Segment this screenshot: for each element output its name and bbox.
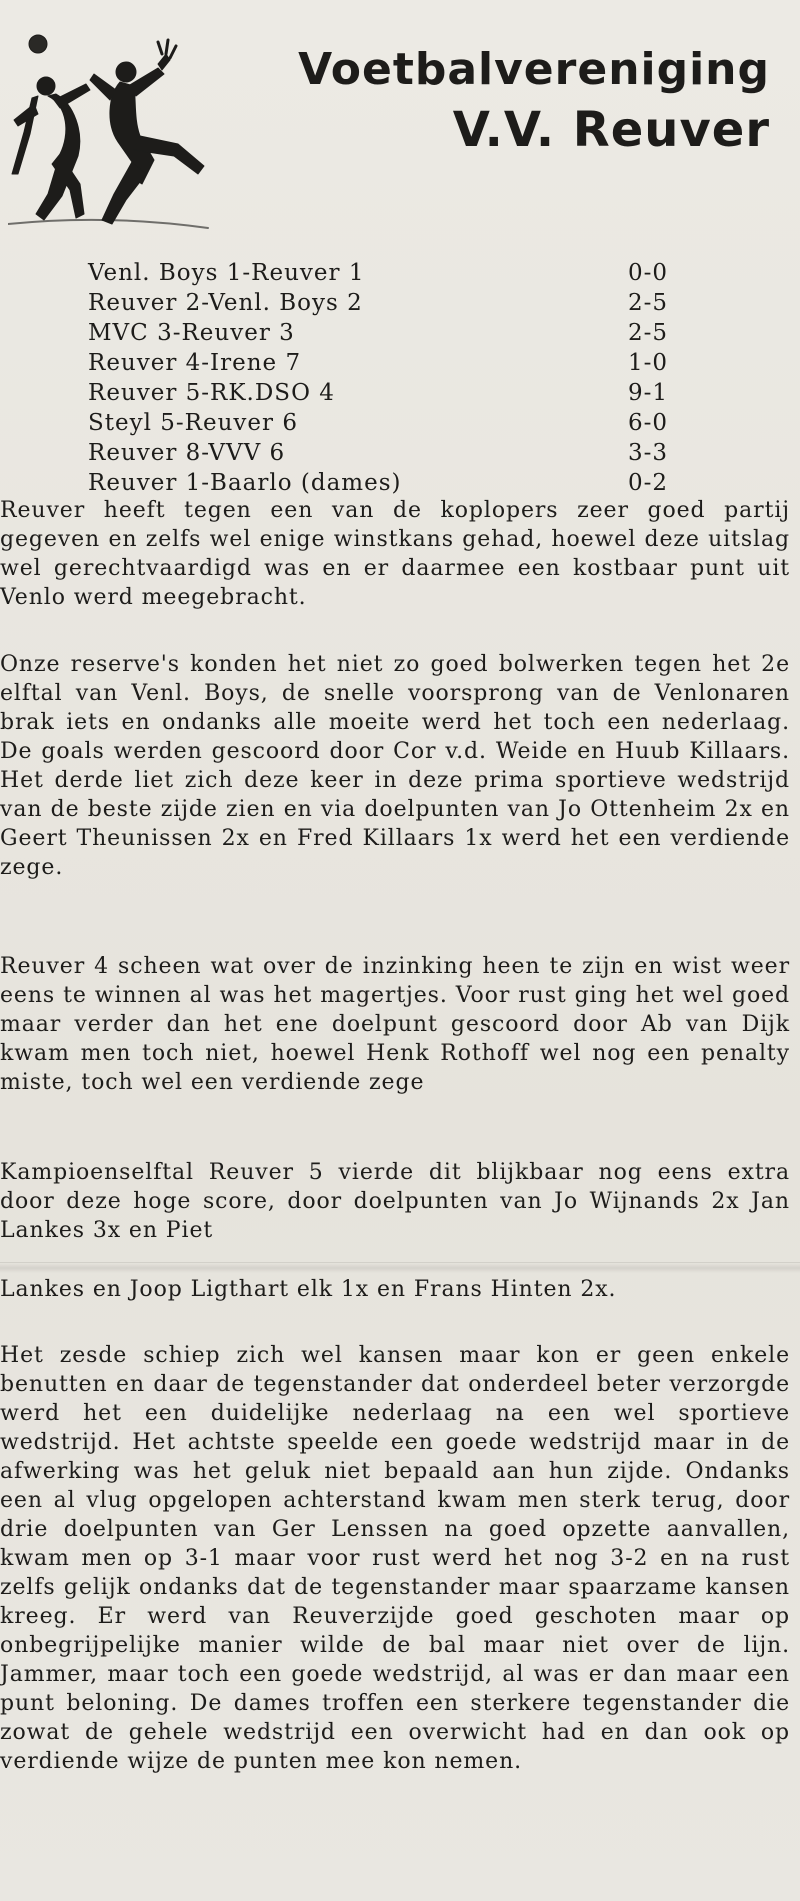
- match-score: 2-5: [628, 290, 669, 316]
- title-line-1: Voetbalvereniging: [298, 44, 770, 95]
- result-row: [88, 378, 698, 408]
- match-name: Reuver 4-Irene 7: [88, 350, 302, 376]
- result-row: [88, 258, 698, 288]
- result-row: [88, 408, 698, 438]
- match-name: Steyl 5-Reuver 6: [88, 410, 298, 436]
- report-paragraph-reuver-1: Reuver heeft tegen een van de koplopers zeer goed partij gegeven en zelfs wel enige winstkans gehad, hoewel deze uitslag wel gerechtvaardigd was en er daarmee een kostbaar punt uit Venlo werd meegebracht.: [0, 498, 790, 610]
- result-row: [88, 348, 698, 378]
- match-score: 0-2: [628, 470, 669, 496]
- match-name: Reuver 2-Venl. Boys 2: [88, 290, 363, 316]
- club-title: [298, 40, 770, 160]
- match-name: Reuver 1-Baarlo (dames): [88, 470, 402, 496]
- match-score: 0-0: [628, 260, 669, 286]
- report-paragraph-reuver-5-continued: Lankes en Joop Ligthart elk 1x en Frans Hinten 2x.: [0, 1277, 617, 1302]
- match-name: Reuver 8-VVV 6: [88, 440, 286, 466]
- football-players-illustration-icon: [8, 24, 218, 244]
- report-paragraph-reuver-4: Reuver 4 scheen wat over de inzinking heen te zijn en wist weer eens te winnen al was het magertjes. Voor rust ging het wel goed maar verder dan het ene doelpunt gescoord door Ab van Dijk kwam men toch niet, hoewel Henk Rothoff wel nog een penalty miste, toch wel een verdiende zege: [0, 954, 790, 1095]
- match-name: MVC 3-Reuver 3: [88, 320, 295, 346]
- match-score: 9-1: [628, 380, 669, 406]
- result-row: [88, 438, 698, 468]
- report-paragraph-reuver-6-8-dames: Het zesde schiep zich wel kansen maar kon er geen enkele benutten en daar de tegenstander dat onderdeel beter verzorgde werd het een duidelijke nederlaag na een wel sportieve wedstrijd. Het achtste speelde een goede wedstrijd maar in de afwerking was het geluk niet bepaald aan hun zijde. Ondanks een al vlug opgelopen achterstand kwam men sterk terug, door drie doelpunten van Ger Lenssen na goed opzette aanvallen, kwam men op 3-1 maar voor rust werd het nog 3-2 en na rust zelfs gelijk ondanks dat de tegenstander maar spaarzame kansen kreeg. Er werd van Reuverzijde goed geschoten maar op onbegrijpelijke manier wilde de bal maar niet over de lijn. Jammer, maar toch een goede wedstrijd, al was er dan maar een punt beloning. De dames troffen een sterkere tegenstander die zowat de gehele wedstrijd een overwicht had en dan ook op verdiende wijze de punten mee kon nemen.: [0, 1343, 790, 1774]
- report-paragraph-reserves: Onze reserve's konden het niet zo goed bolwerken tegen het 2e elftal van Venl. Boys, de snelle voorsprong van de Venlonaren brak iets en ondanks alle moeite werd het toch een nederlaag. De goals werden gescoord door Cor v.d. Weide en Huub Killaars. Het derde liet zich deze keer in deze prima sportieve wedstrijd van de beste zijde zien en via doelpunten van Jo Ottenheim 2x en Geert Theunissen 2x en Fred Killaars 1x werd het een verdiende zege.: [0, 652, 790, 880]
- report-paragraph-reuver-5: Kampioenselftal Reuver 5 vierde dit blijkbaar nog eens extra door deze hoge score, door doelpunten van Jo Wijnands 2x Jan Lankes 3x en Piet: [0, 1160, 790, 1243]
- match-score: 2-5: [628, 320, 669, 346]
- result-row: [88, 318, 698, 348]
- match-score: 1-0: [628, 350, 669, 376]
- match-score: 3-3: [628, 440, 669, 466]
- clipping-fold-line: [0, 1262, 800, 1273]
- match-score: 6-0: [628, 410, 669, 436]
- result-row: [88, 468, 698, 498]
- match-results-list: [88, 258, 698, 498]
- match-name: Venl. Boys 1-Reuver 1: [88, 260, 365, 286]
- match-name: Reuver 5-RK.DSO 4: [88, 380, 335, 406]
- title-line-2: V.V. Reuver: [452, 102, 770, 158]
- result-row: [88, 288, 698, 318]
